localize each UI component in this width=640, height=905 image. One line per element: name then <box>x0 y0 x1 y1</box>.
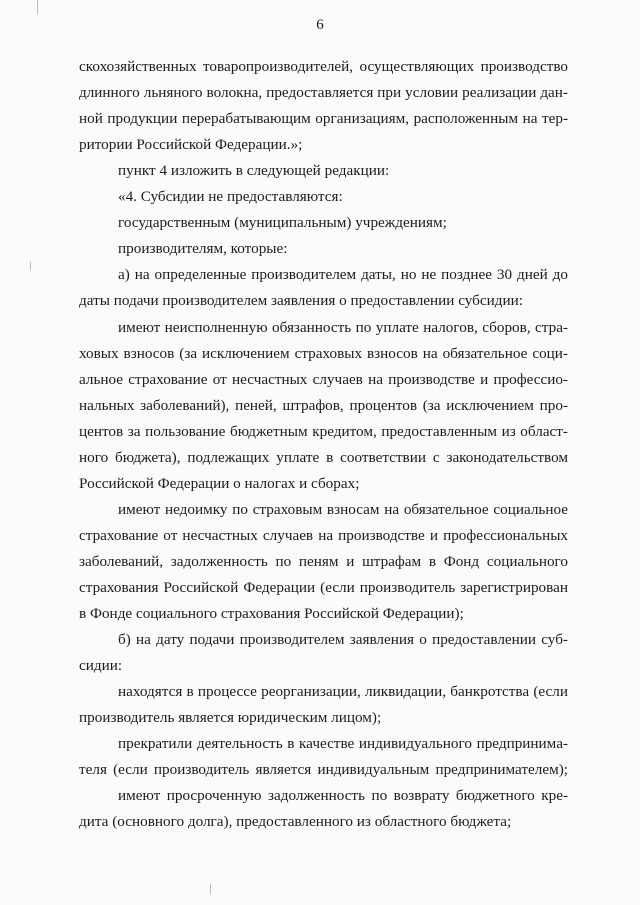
scan-mark <box>37 0 38 14</box>
scan-mark <box>210 884 211 894</box>
text-line: государственным (муниципальным) учреждениям; <box>118 214 447 231</box>
text-line: пункт 4 изложить в следующей редакции: <box>118 162 390 179</box>
text-line: имеют просроченную задолженность по возврату бюджетного кре- <box>118 787 568 804</box>
text-line: имеют недоимку по страховым взносам на обязательное социальное <box>118 501 568 518</box>
text-line: скохозяйственных товаропроизводителей, осуществляющих производство <box>79 58 568 75</box>
text-line: производителям, которые: <box>118 240 288 257</box>
text-line: сидии: <box>79 657 123 674</box>
text-line: производитель является юридическим лицом); <box>79 709 382 726</box>
text-line: страхование от несчастных случаев на производстве и профессиональных <box>79 527 568 544</box>
text-line: в Фонде социального страхования Российской Федерации); <box>79 605 464 622</box>
text-line: имеют неисполненную обязанность по уплате налогов, сборов, стра- <box>118 319 568 336</box>
text-line: теля (если производитель является индивидуальным предпринимателем); <box>79 761 568 778</box>
text-line: ной продукции перерабатывающим организациям, расположенным на тер- <box>79 110 568 127</box>
text-line: заболеваний, задолженность по пеням и штрафам в Фонд социального <box>79 553 568 570</box>
text-line: центов за пользование бюджетным кредитом, предоставленным из област- <box>79 423 568 440</box>
text-line: Российской Федерации о налогах и сборах; <box>79 475 360 492</box>
text-line: б) на дату подачи производителем заявления о предоставлении суб- <box>118 631 568 648</box>
page-number: 6 <box>316 17 324 33</box>
text-line: ного бюджета), подлежащих уплате в соответствии с законодательством <box>79 449 568 466</box>
text-line: дита (основного долга), предоставленного из областного бюджета; <box>79 813 512 830</box>
text-line: даты подачи производителем заявления о предоставлении субсидии: <box>79 292 523 309</box>
text-line: «4. Субсидии не предоставляются: <box>118 188 343 205</box>
text-line: прекратили деятельность в качестве индивидуального предпринима- <box>118 735 568 752</box>
text-line: альное страхование от несчастных случаев на производстве и профессио- <box>79 371 568 388</box>
text-line: ховых взносов (за исключением страховых взносов на обязательное соци- <box>79 345 568 362</box>
text-line: страхования Российской Федерации (если производитель зарегистрирован <box>79 579 568 596</box>
text-line: ритории Российской Федерации.»; <box>79 136 303 153</box>
text-line: находятся в процессе реорганизации, ликвидации, банкротства (если <box>118 683 568 700</box>
scan-mark <box>30 262 31 270</box>
text-line: а) на определенные производителем даты, но не позднее 30 дней до <box>118 266 568 283</box>
text-line: длинного льняного волокна, предоставляется при условии реализации дан- <box>79 84 568 101</box>
text-line: нальных заболеваний), пеней, штрафов, процентов (за исключением про- <box>79 397 568 414</box>
